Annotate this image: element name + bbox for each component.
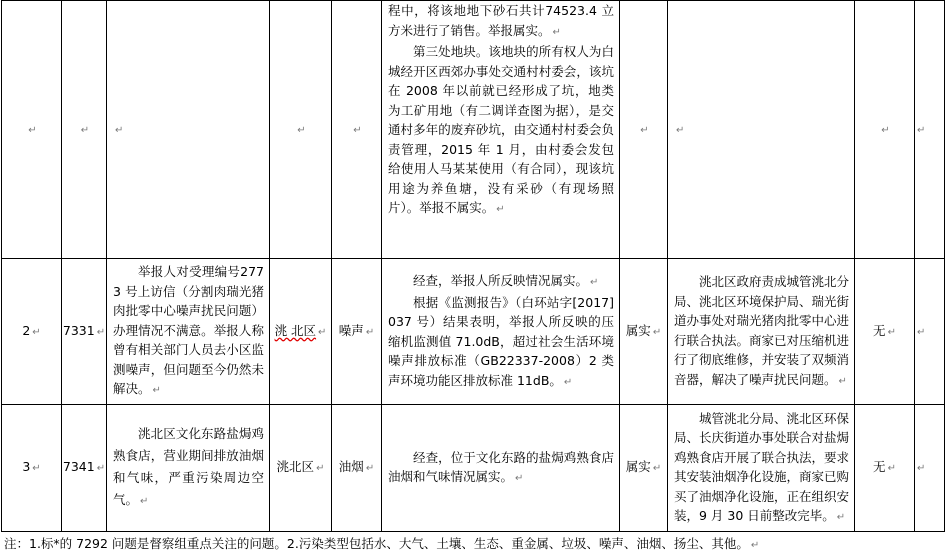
row-3-accountability: 无 ↵ bbox=[855, 405, 915, 532]
row-2-finding-1: 经查，举报人所反映情况属实。 ↵ bbox=[413, 273, 599, 288]
footnote: 注：1.标*的 7292 问题是督察组重点关注的问题。2.污染类型包括水、大气、土壤、生态、重金属、垃圾、噪声、油烟、扬尘、其他。 ↵ bbox=[4, 536, 760, 551]
row-3-number: 3 ↵ bbox=[2, 405, 62, 532]
row-2-finding-2: 根据《监测报告》（白环站字[2017]037 号）结果表明，举报人所反映的压缩机监测值 71.0dB，超过社会生活环境噪声排放标准（GB22337-2008）2 类声环境功能区排放标准 11dB。 ↵ bbox=[388, 294, 614, 388]
row-1-findings bbox=[382, 1, 620, 259]
row-1-finding-1: 程中，将该地地下砂石共计74523.4 立方米进行了销售。举报属实。 ↵ bbox=[388, 3, 614, 38]
table-row-1 bbox=[2, 1, 945, 259]
row-1-accountability: ↵ bbox=[855, 1, 915, 259]
table-row-2 bbox=[2, 259, 945, 405]
row-3-finding-1: 经查，位于文化东路的盐焗鸡熟食店油烟和气味情况属实。 ↵ bbox=[388, 449, 614, 484]
row-2-type: 噪声 ↵ bbox=[332, 259, 382, 405]
row-1-action: ↵ bbox=[668, 1, 855, 259]
row-2-accountability: 无 ↵ bbox=[855, 259, 915, 405]
row-2-number: 2 ↵ bbox=[2, 259, 62, 405]
row-2-verdict: 属实 ↵ bbox=[620, 259, 668, 405]
row-2-complaint: 举报人对受理编号2773 号上访信（分割肉瑞光猪肉批零中心噪声扰民问题）办理情况不满意。举报人称曾有相关部门人员去小区监测噪声，但问题至今仍然未解决。 ↵ bbox=[107, 259, 270, 405]
row-3-verdict: 属实 ↵ bbox=[620, 405, 668, 532]
table-row-3 bbox=[2, 405, 945, 532]
row-1-district: ↵ bbox=[270, 1, 332, 259]
complaint-table bbox=[1, 0, 945, 532]
row-1-id: ↵ bbox=[62, 1, 107, 259]
row-1-finding-2: 第三处地块。该地块的所有权人为白城经开区西郊办事处交通村村委会，该坑在 2008 年以前就已经形成了坑，地类为工矿用地（有二调详查图为据），是交通村多年的废弃砂坑，由交通村村委会负责管理，2015 年 1 月，由村委会发包给使用人马某某使用（有合同），现该坑用途为养鱼塘，没有采砂（有现场照片）。举报不属实。 ↵ bbox=[388, 44, 614, 215]
row-3-id: 7341 ↵ bbox=[62, 405, 107, 532]
row-3-district: 洮北区 ↵ bbox=[270, 405, 332, 532]
row-3-type: 油烟 ↵ bbox=[332, 405, 382, 532]
row-2-action: 洮北区政府责成城管洮北分局、洮北区环境保护局、瑞光街道办事处对瑞光猪肉批零中心进行联合执法。商家已对压缩机进行了彻底维修，并安装了双频消音器，解决了噪声扰民问题。 ↵ bbox=[668, 259, 855, 405]
row-1-complaint: ↵ bbox=[107, 1, 270, 259]
row-3-action: 城管洮北分局、洮北区环保局、长庆街道办事处联合对盐焗鸡熟食店开展了联合执法，要求其安装油烟净化设施，商家已购买了油烟净化设施，正在组织安装，9 月 30 日前整改完毕。 ↵ bbox=[668, 405, 855, 532]
row-3-extra: ↵ bbox=[915, 405, 945, 532]
row-2-district: 洮 北区 ↵ bbox=[270, 259, 332, 405]
row-2-extra: ↵ bbox=[915, 259, 945, 405]
row-1-extra: ↵ bbox=[915, 1, 945, 259]
row-2-id: 7331 ↵ bbox=[62, 259, 107, 405]
row-3-complaint: 洮北区文化东路盐焗鸡熟食店，营业期间排放油烟和气味，严重污染周边空气。 ↵ bbox=[107, 405, 270, 532]
row-3-findings bbox=[382, 405, 620, 532]
row-1-verdict: ↵ bbox=[620, 1, 668, 259]
row-1-number: ↵ bbox=[2, 1, 62, 259]
row-1-type: ↵ bbox=[332, 1, 382, 259]
row-2-findings bbox=[382, 259, 620, 405]
